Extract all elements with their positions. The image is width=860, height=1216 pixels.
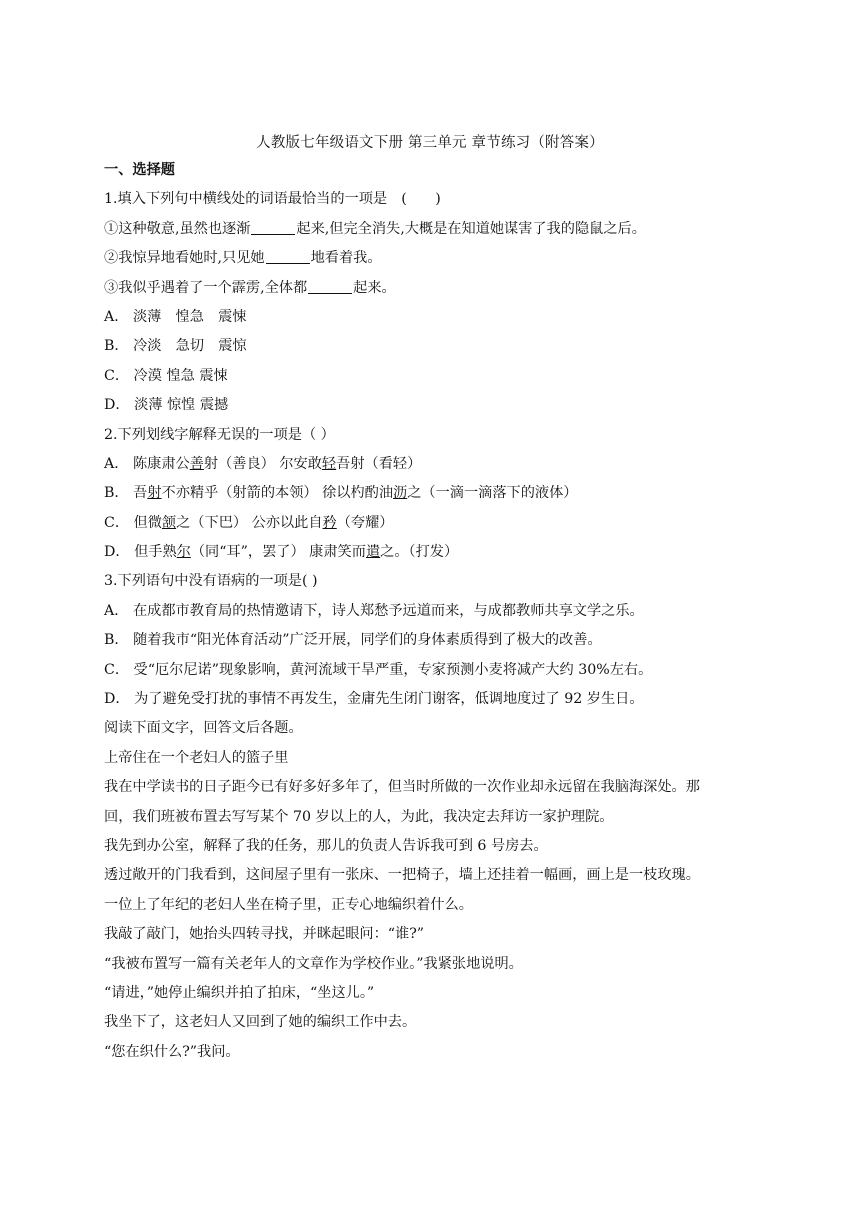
story-paragraph: “请进，”她停止编织并拍了拍床，“坐这儿。” bbox=[104, 984, 375, 1001]
question-2-stem: 2.下列划线字解释无误的一项是（ ） bbox=[104, 426, 335, 443]
question-2-option-d: D． 但手熟尔（同“耳”，罢了） 康肃笑而遣之。（打发） bbox=[104, 544, 459, 561]
fill-blank bbox=[266, 249, 310, 264]
question-1-sentence-1: ①这种敬意,虽然也逐渐 起来,但完全消失,大概是在知道她谋害了我的隐鼠之后。 bbox=[104, 220, 646, 237]
story-paragraph: “我被布置写一篇有关老年人的文章作为学校作业。”我紧张地说明。 bbox=[104, 955, 523, 972]
question-2-option-b: B． 吾射不亦精乎（射箭的本领） 徐以杓酌油沥之（一滴一滴落下的液体） bbox=[104, 485, 578, 502]
question-1-stem: 1.填入下列句中横线处的词语最恰当的一项是 ( ) bbox=[104, 191, 441, 208]
story-paragraph: 透过敞开的门我看到，这间屋子里有一张床、一把椅子，墙上还挂着一幅画，画上是一枝玫瑰。 bbox=[104, 867, 700, 884]
question-1-sentence-3: ③我似乎遇着了一个霹雳,全体都 起来。 bbox=[104, 279, 396, 296]
story-paragraph: 我敲了敲门，她抬头四转寻找，并眯起眼问：“谁?” bbox=[104, 926, 425, 943]
story-paragraph: 我先到办公室，解释了我的任务，那儿的负责人告诉我可到 6 号房去。 bbox=[104, 837, 548, 854]
story-paragraph: 回，我们班被布置去写写某个 70 岁以上的人，为此，我决定去拜访一家护理院。 bbox=[104, 808, 614, 825]
question-3-option-c: C． 受“厄尔尼诺”现象影响，黄河流域干旱严重，专家预测小麦将减产大约 30%左右。 bbox=[104, 661, 653, 678]
story-paragraph: 一位上了年纪的老妇人坐在椅子里，正专心地编织着什么。 bbox=[104, 896, 473, 913]
section-heading: 一、选择题 bbox=[104, 162, 175, 178]
story-paragraph: 我坐下了，这老妇人又回到了她的编织工作中去。 bbox=[104, 1014, 417, 1031]
question-1-sentence-2: ②我惊异地看她时,只见她 地看着我。 bbox=[104, 250, 382, 267]
question-3-option-d: D． 为了避免受打扰的事情不再发生，金庸先生闭门谢客，低调地度过了 92 岁生日。 bbox=[104, 691, 644, 708]
question-1-option-d: D． 淡薄 惊惶 震撼 bbox=[104, 397, 229, 414]
reading-intro: 阅读下面文字，回答文后各题。 bbox=[104, 720, 303, 737]
story-paragraph: 我在中学读书的日子距今已有好多好多年了，但当时所做的一次作业却永远留在我脑海深处。那 bbox=[104, 779, 700, 796]
question-1-option-c: C． 冷漠 惶急 震悚 bbox=[104, 367, 228, 384]
fill-blank bbox=[251, 220, 295, 235]
story-title: 上帝住在一个老妇人的篮子里 bbox=[104, 749, 289, 766]
question-2-option-a: A． 陈康肃公善射（善良） 尔安敢轻吾射（看轻） bbox=[104, 455, 422, 472]
story-paragraph: “您在织什么?”我问。 bbox=[104, 1043, 240, 1060]
question-1-option-b: B． 冷淡 急切 震惊 bbox=[104, 338, 247, 355]
question-2-option-c: C． 但微颔之（下巴） 公亦以此自矜（夸耀） bbox=[104, 514, 394, 531]
question-3-option-a: A． 在成都市教育局的热情邀请下，诗人郑愁予远道而来，与成都教师共享文学之乐。 bbox=[104, 602, 644, 619]
document-title: 人教版七年级语文下册 第三单元 章节练习（附答案） bbox=[256, 135, 604, 151]
document-body bbox=[104, 156, 764, 1067]
fill-blank bbox=[308, 278, 352, 293]
question-3-option-b: B． 随着我市“阳光体育活动”广泛开展，同学们的身体素质得到了极大的改善。 bbox=[104, 632, 602, 649]
question-1-option-a: A． 淡薄 惶急 震悚 bbox=[104, 308, 247, 325]
question-3-stem: 3.下列语句中没有语病的一项是( ) bbox=[104, 573, 318, 590]
